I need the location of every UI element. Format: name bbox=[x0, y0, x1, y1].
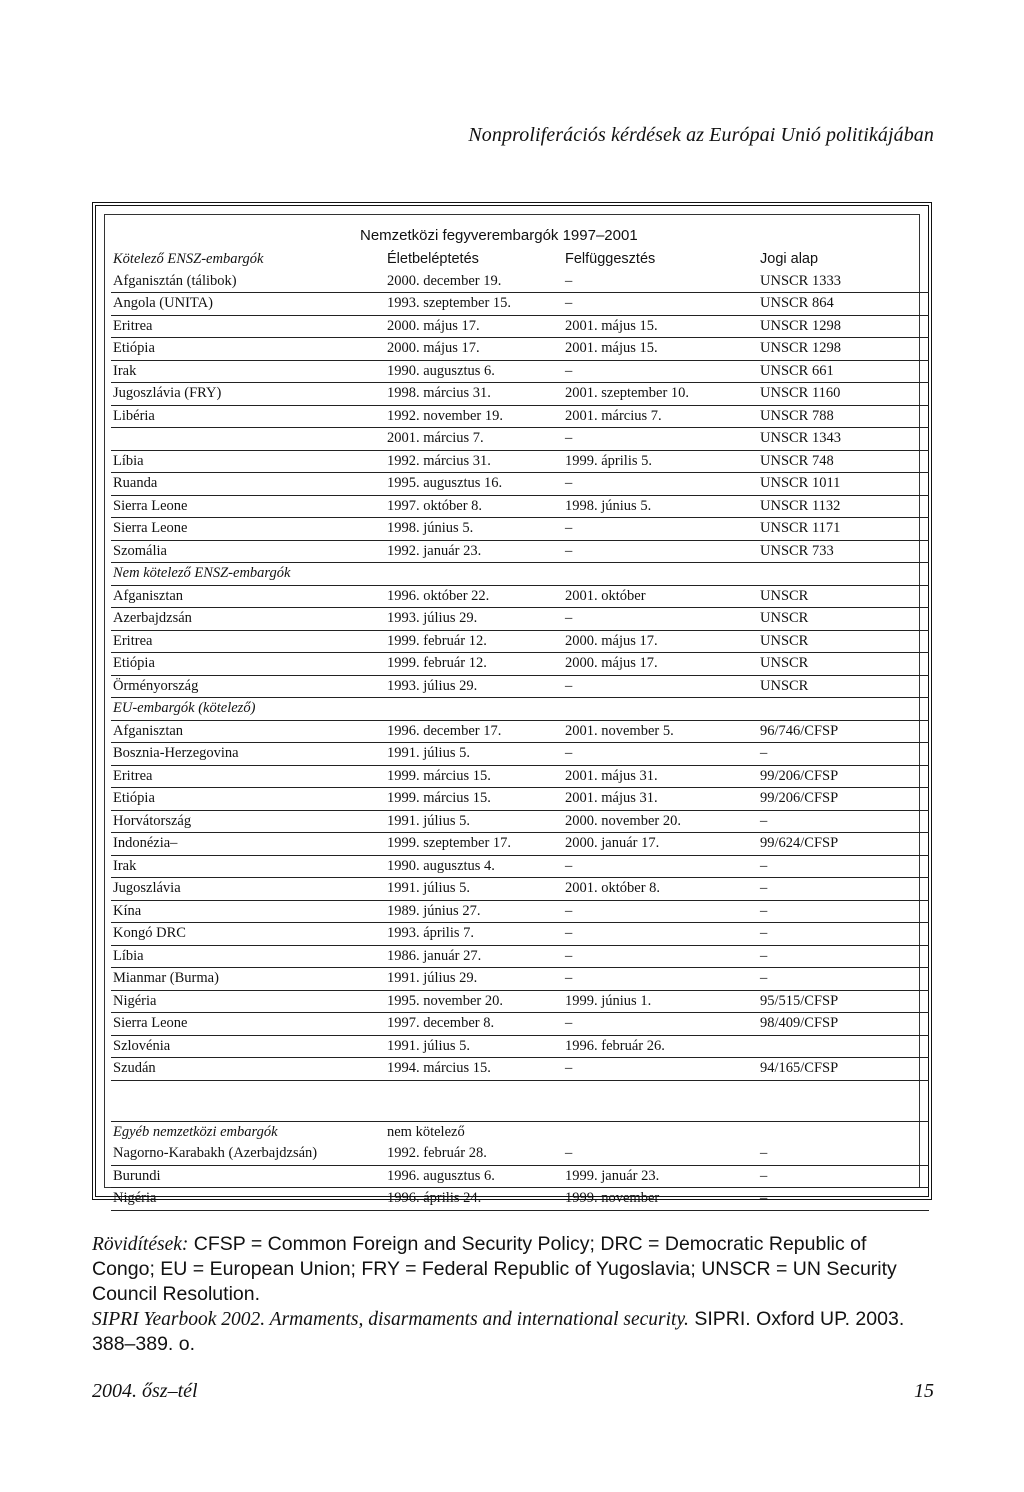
table-cell: UNSCR bbox=[758, 653, 929, 676]
table-cell: UNSCR bbox=[758, 675, 929, 698]
table-cell: 1991. július 5. bbox=[385, 743, 563, 766]
table-frame bbox=[92, 202, 932, 1206]
table-cell: UNSCR 1298 bbox=[758, 338, 929, 361]
table-row bbox=[111, 1165, 929, 1188]
table-cell: 1990. augusztus 6. bbox=[385, 360, 563, 383]
table-cell: Nagorno-Karabakh (Azerbajdzsán) bbox=[111, 1143, 385, 1165]
table-cell: UNSCR 661 bbox=[758, 360, 929, 383]
table-cell: – bbox=[758, 945, 929, 968]
table-cell: Horvátország bbox=[111, 810, 385, 833]
table-cell bbox=[563, 1080, 758, 1121]
table-cell: – bbox=[563, 518, 758, 541]
table-cell: 1993. július 29. bbox=[385, 608, 563, 631]
table-cell bbox=[385, 698, 563, 721]
table-cell: 2001. május 15. bbox=[563, 315, 758, 338]
section-header-row bbox=[111, 698, 929, 721]
table-cell: – bbox=[563, 968, 758, 991]
table-row bbox=[111, 450, 929, 473]
table-cell: UNSCR 864 bbox=[758, 293, 929, 316]
table-cell: 1991. július 5. bbox=[385, 810, 563, 833]
table-cell: 2000. december 19. bbox=[385, 271, 563, 293]
table-cell: 1991. július 29. bbox=[385, 968, 563, 991]
table-cell: 1989. június 27. bbox=[385, 900, 563, 923]
table-row bbox=[111, 765, 929, 788]
table-cell: – bbox=[758, 968, 929, 991]
table-row bbox=[111, 1188, 929, 1211]
table-cell: Etiópia bbox=[111, 338, 385, 361]
table-row bbox=[111, 495, 929, 518]
table-cell: 1992. január 23. bbox=[385, 540, 563, 563]
table-cell: – bbox=[758, 855, 929, 878]
table-cell: UNSCR 1298 bbox=[758, 315, 929, 338]
table-header-row bbox=[111, 249, 929, 271]
page-number: 15 bbox=[914, 1380, 934, 1402]
table-cell: 1993. szeptember 15. bbox=[385, 293, 563, 316]
spacer-row bbox=[111, 1080, 929, 1121]
table-cell: 94/165/CFSP bbox=[758, 1058, 929, 1081]
table-cell: 2000. május 17. bbox=[385, 315, 563, 338]
table-cell: 1992. november 19. bbox=[385, 405, 563, 428]
abbreviations-label: Rövidítések: bbox=[92, 1234, 189, 1255]
table-row bbox=[111, 293, 929, 316]
table-cell: 1998. június 5. bbox=[385, 518, 563, 541]
table-cell: 1990. augusztus 4. bbox=[385, 855, 563, 878]
table-cell: – bbox=[563, 1013, 758, 1036]
table-cell: Örményország bbox=[111, 675, 385, 698]
table-cell: – bbox=[758, 810, 929, 833]
table-cell: 1999. június 1. bbox=[563, 990, 758, 1013]
table-cell: 98/409/CFSP bbox=[758, 1013, 929, 1036]
table-cell: UNSCR 748 bbox=[758, 450, 929, 473]
table-cell: 99/206/CFSP bbox=[758, 788, 929, 811]
abbreviations-text: CFSP = Common Foreign and Security Policy; DRC = Democratic Republic of Congo; EU = European Union; FRY = Federal Republic of Yugoslavia; UNSCR = UN Security Council Resolution. bbox=[92, 1233, 897, 1305]
table-row bbox=[111, 383, 929, 406]
table-cell: 2000. január 17. bbox=[563, 833, 758, 856]
table-cell: Kongó DRC bbox=[111, 923, 385, 946]
table-cell: – bbox=[563, 923, 758, 946]
table-cell: 1999. január 23. bbox=[563, 1165, 758, 1188]
table-cell: Szudán bbox=[111, 1058, 385, 1081]
header-cell: Kötelező ENSZ-embargók bbox=[113, 251, 264, 267]
table-cell: UNSCR bbox=[758, 585, 929, 608]
table-cell: UNSCR 1132 bbox=[758, 495, 929, 518]
table-cell: – bbox=[563, 360, 758, 383]
abbreviations-paragraph bbox=[92, 1232, 934, 1307]
table-row bbox=[111, 900, 929, 923]
table-cell: 95/515/CFSP bbox=[758, 990, 929, 1013]
table-cell: Etiópia bbox=[111, 788, 385, 811]
table-cell: – bbox=[758, 743, 929, 766]
table-cell: 99/206/CFSP bbox=[758, 765, 929, 788]
table-row bbox=[111, 405, 929, 428]
table-cell bbox=[563, 1121, 758, 1143]
table-cell: 1997. október 8. bbox=[385, 495, 563, 518]
table-cell: Sierra Leone bbox=[111, 495, 385, 518]
table-cell: – bbox=[563, 743, 758, 766]
table-cell: – bbox=[758, 1165, 929, 1188]
table-cell bbox=[758, 1035, 929, 1058]
table-cell: – bbox=[563, 1143, 758, 1165]
table-cell: 1993. július 29. bbox=[385, 675, 563, 698]
table-cell: 2001. szeptember 10. bbox=[563, 383, 758, 406]
table-cell bbox=[563, 563, 758, 586]
table-row bbox=[111, 518, 929, 541]
table-cell: – bbox=[563, 675, 758, 698]
table-cell bbox=[758, 698, 929, 721]
table-cell: – bbox=[563, 1058, 758, 1081]
table-cell: Etiópia bbox=[111, 653, 385, 676]
table-cell: – bbox=[563, 540, 758, 563]
table-cell: 1999. február 12. bbox=[385, 653, 563, 676]
table-cell: Libéria bbox=[111, 405, 385, 428]
table-row bbox=[111, 945, 929, 968]
table-row bbox=[111, 968, 929, 991]
table-cell: UNSCR 733 bbox=[758, 540, 929, 563]
table-cell: 1998. március 31. bbox=[385, 383, 563, 406]
table-cell bbox=[758, 563, 929, 586]
table-row bbox=[111, 1143, 929, 1165]
table-cell: 2000. május 17. bbox=[563, 653, 758, 676]
table-cell: 2001. október 8. bbox=[563, 878, 758, 901]
section-header-row bbox=[111, 563, 929, 586]
table-cell: Nigéria bbox=[111, 990, 385, 1013]
table-row bbox=[111, 833, 929, 856]
table-row bbox=[111, 1058, 929, 1081]
table-cell: 1992. február 28. bbox=[385, 1143, 563, 1165]
table-cell: UNSCR 1171 bbox=[758, 518, 929, 541]
table-cell: Angola (UNITA) bbox=[111, 293, 385, 316]
table-cell: 1997. december 8. bbox=[385, 1013, 563, 1036]
table-cell: 1996. április 24. bbox=[385, 1188, 563, 1211]
table-cell: 1999. március 15. bbox=[385, 788, 563, 811]
table-cell: 2001. május 15. bbox=[563, 338, 758, 361]
table-row bbox=[111, 855, 929, 878]
table-cell: – bbox=[758, 900, 929, 923]
table-row bbox=[111, 1035, 929, 1058]
table-cell: 1999. április 5. bbox=[563, 450, 758, 473]
table-row bbox=[111, 720, 929, 743]
header-cell: Életbeléptetés bbox=[387, 251, 479, 267]
table-cell: Líbia bbox=[111, 945, 385, 968]
table-row bbox=[111, 675, 929, 698]
table-row bbox=[111, 810, 929, 833]
table-cell: 2001. október bbox=[563, 585, 758, 608]
table-row bbox=[111, 743, 929, 766]
table-cell: Afganisztan bbox=[111, 720, 385, 743]
table-cell: Nem kötelező ENSZ-embargók bbox=[111, 563, 385, 586]
header-cell: Jogi alap bbox=[760, 251, 819, 267]
table-cell: 1991. július 5. bbox=[385, 1035, 563, 1058]
header-cell: Felfüggesztés bbox=[565, 251, 656, 267]
table-cell: – bbox=[563, 473, 758, 496]
source-text: SIPRI. Oxford UP. 2003. 388–389. o. bbox=[92, 1308, 905, 1355]
table-cell: – bbox=[563, 900, 758, 923]
table-cell: 2000. május 17. bbox=[385, 338, 563, 361]
table-cell: 1998. június 5. bbox=[563, 495, 758, 518]
table-cell: – bbox=[563, 428, 758, 451]
table-cell: – bbox=[563, 945, 758, 968]
table-cell: Egyéb nemzetközi embargók bbox=[113, 1123, 278, 1140]
table-cell: 2001. november 5. bbox=[563, 720, 758, 743]
table-cell: UNSCR 1160 bbox=[758, 383, 929, 406]
table-cell: 99/624/CFSP bbox=[758, 833, 929, 856]
table-cell: Ruanda bbox=[111, 473, 385, 496]
table-cell: Jugoszlávia bbox=[111, 878, 385, 901]
table-cell: nem kötelező bbox=[387, 1123, 465, 1140]
table-row bbox=[111, 315, 929, 338]
table-cell: 2001. március 7. bbox=[385, 428, 563, 451]
table-cell: UNSCR 1343 bbox=[758, 428, 929, 451]
table-cell: – bbox=[563, 293, 758, 316]
table-cell: Sierra Leone bbox=[111, 1013, 385, 1036]
table-cell: Indonézia– bbox=[111, 833, 385, 856]
table-row bbox=[111, 338, 929, 361]
table-cell: Szlovénia bbox=[111, 1035, 385, 1058]
table-row bbox=[111, 473, 929, 496]
table-cell bbox=[111, 428, 385, 451]
source-paragraph bbox=[92, 1307, 934, 1357]
notes bbox=[92, 1232, 934, 1357]
embargo-table bbox=[111, 249, 929, 1211]
table-cell: 1999. március 15. bbox=[385, 765, 563, 788]
table-cell bbox=[385, 1080, 563, 1121]
table-cell: 1996. december 17. bbox=[385, 720, 563, 743]
table-cell: 1992. március 31. bbox=[385, 450, 563, 473]
table-cell: – bbox=[563, 608, 758, 631]
table-cell: UNSCR 788 bbox=[758, 405, 929, 428]
table-cell: Burundi bbox=[111, 1165, 385, 1188]
table-cell: – bbox=[758, 1188, 929, 1211]
table-cell: 1996. február 26. bbox=[563, 1035, 758, 1058]
source-title: SIPRI Yearbook 2002. Armaments, disarmaments and international security. bbox=[92, 1309, 689, 1330]
table-row bbox=[111, 653, 929, 676]
table-row bbox=[111, 990, 929, 1013]
table-cell: Bosznia-Herzegovina bbox=[111, 743, 385, 766]
table-cell: Irak bbox=[111, 855, 385, 878]
table-cell: Jugoszlávia (FRY) bbox=[111, 383, 385, 406]
table-cell: Kína bbox=[111, 900, 385, 923]
table-cell: – bbox=[758, 923, 929, 946]
table-cell: 1996. október 22. bbox=[385, 585, 563, 608]
table-cell: 1999. február 12. bbox=[385, 630, 563, 653]
table-cell: 2001. május 31. bbox=[563, 788, 758, 811]
table-cell: 1999. szeptember 17. bbox=[385, 833, 563, 856]
table-cell bbox=[111, 1080, 385, 1121]
table-cell: 1991. július 5. bbox=[385, 878, 563, 901]
table-row bbox=[111, 608, 929, 631]
table-cell: Nigéria bbox=[111, 1188, 385, 1211]
table-cell: Líbia bbox=[111, 450, 385, 473]
table-row bbox=[111, 428, 929, 451]
table-cell: 2000. november 20. bbox=[563, 810, 758, 833]
table-row bbox=[111, 1013, 929, 1036]
table-cell: Irak bbox=[111, 360, 385, 383]
table-cell: – bbox=[758, 1143, 929, 1165]
table-title: Nemzetközi fegyverembargók 1997–2001 bbox=[360, 227, 638, 244]
table-cell: EU-embargók (kötelező) bbox=[111, 698, 385, 721]
table-row bbox=[111, 878, 929, 901]
table-cell: – bbox=[563, 855, 758, 878]
table-cell: 1995. augusztus 16. bbox=[385, 473, 563, 496]
table-row bbox=[111, 788, 929, 811]
table-cell: UNSCR bbox=[758, 630, 929, 653]
table-cell: UNSCR bbox=[758, 608, 929, 631]
table-cell: 1999. november bbox=[563, 1188, 758, 1211]
table-cell: Sierra Leone bbox=[111, 518, 385, 541]
running-head: Nonproliferációs kérdések az Európai Unió politikájában bbox=[468, 124, 934, 146]
table-cell bbox=[385, 563, 563, 586]
table-cell: Afganisztán (tálibok) bbox=[111, 271, 385, 293]
table-cell: – bbox=[563, 271, 758, 293]
table-cell: 1993. április 7. bbox=[385, 923, 563, 946]
table-row bbox=[111, 923, 929, 946]
table-cell: 1995. november 20. bbox=[385, 990, 563, 1013]
table-inner-border bbox=[104, 214, 920, 1206]
table-cell: Szomália bbox=[111, 540, 385, 563]
table-cell: UNSCR 1011 bbox=[758, 473, 929, 496]
table-row bbox=[111, 630, 929, 653]
table-row bbox=[111, 585, 929, 608]
table-cell bbox=[758, 1121, 929, 1143]
table-cell: 1994. március 15. bbox=[385, 1058, 563, 1081]
table-cell: Eritrea bbox=[111, 630, 385, 653]
table-row bbox=[111, 271, 929, 293]
section-header-row bbox=[111, 1121, 929, 1143]
table-cell: 96/746/CFSP bbox=[758, 720, 929, 743]
issue-label: 2004. ősz–tél bbox=[92, 1380, 198, 1402]
table-cell: UNSCR 1333 bbox=[758, 271, 929, 293]
table-cell: 2000. május 17. bbox=[563, 630, 758, 653]
table-cell: 1996. augusztus 6. bbox=[385, 1165, 563, 1188]
table-row bbox=[111, 540, 929, 563]
table-row bbox=[111, 360, 929, 383]
table-cell: Azerbajdzsán bbox=[111, 608, 385, 631]
table-cell bbox=[758, 1080, 929, 1121]
table-cell: Eritrea bbox=[111, 765, 385, 788]
table-cell: 2001. május 31. bbox=[563, 765, 758, 788]
table-cell: – bbox=[758, 878, 929, 901]
table-cell: Afganisztan bbox=[111, 585, 385, 608]
table-cell: Eritrea bbox=[111, 315, 385, 338]
table-cell: Mianmar (Burma) bbox=[111, 968, 385, 991]
table-cell: 2001. március 7. bbox=[563, 405, 758, 428]
table-cell bbox=[563, 698, 758, 721]
table-cell: 1986. január 27. bbox=[385, 945, 563, 968]
